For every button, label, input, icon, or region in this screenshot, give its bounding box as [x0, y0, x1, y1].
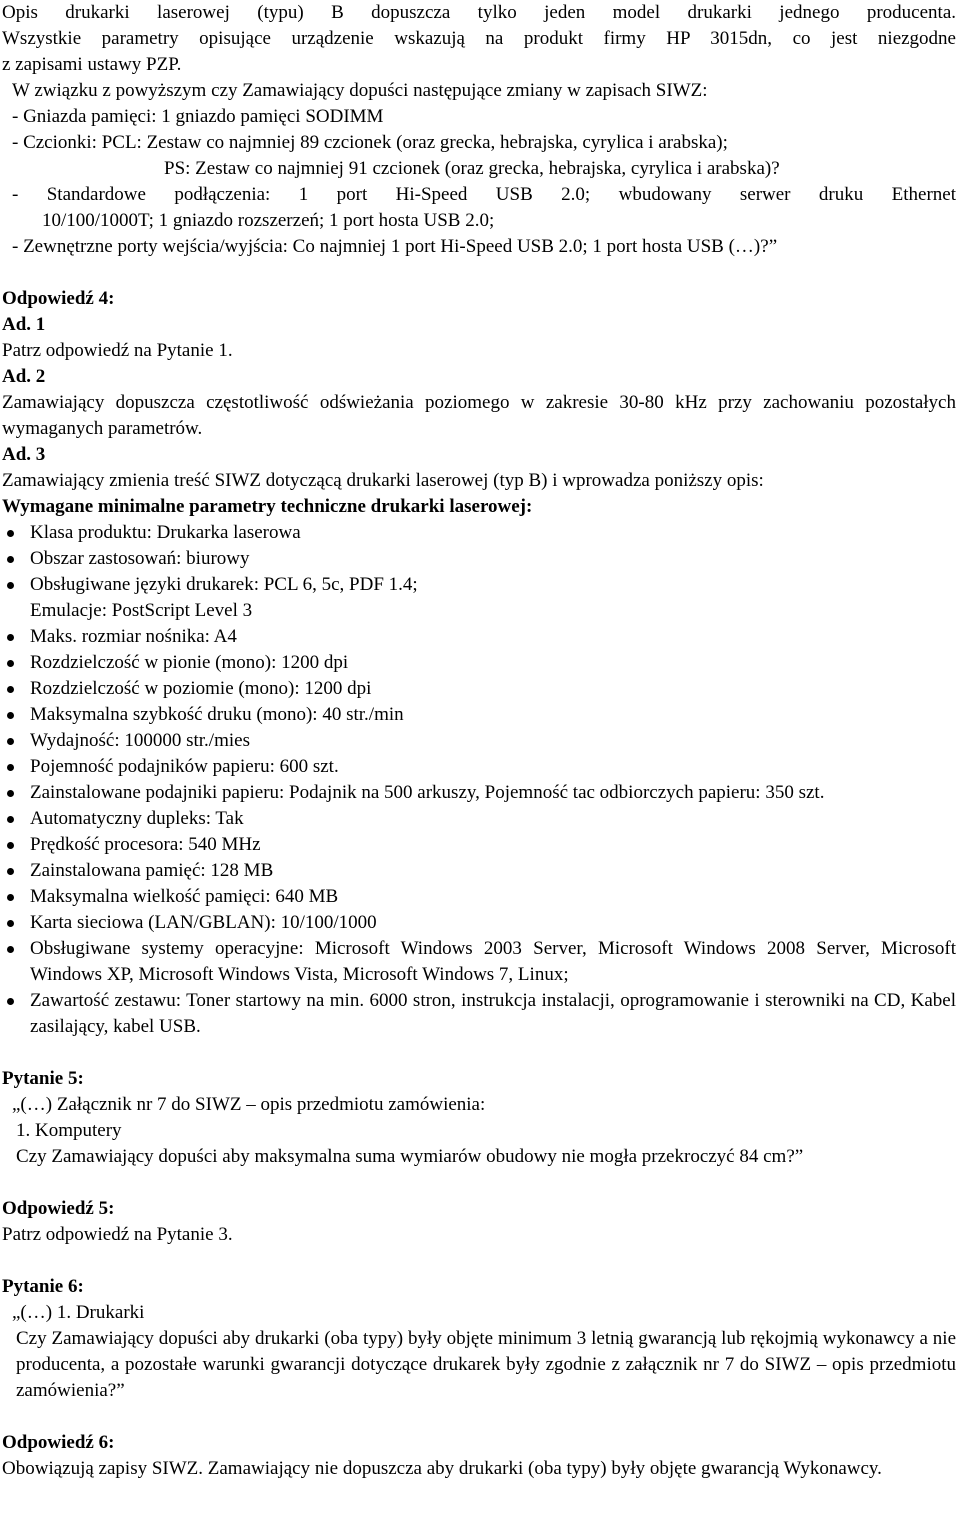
requirements-list: [2, 520, 956, 1040]
list-item: Maksymalna wielkość pamięci: 640 MB: [2, 884, 956, 910]
bullet-icon: [7, 790, 14, 797]
answer4-section: [2, 286, 956, 1040]
intro-line-10: - Zewnętrzne porty wejścia/wyjścia: Co najmniej 1 port Hi-Speed USB 2.0; 1 port hosta USB (…)?”: [12, 236, 778, 257]
list-item: Zainstalowana pamięć: 128 MB: [2, 858, 956, 884]
list-item-continuation: Emulacje: PostScript Level 3: [30, 600, 253, 621]
list-item: Rozdzielczość w poziomie (mono): 1200 dpi: [2, 676, 956, 702]
bullet-icon: [7, 868, 14, 875]
intro-line-7: PS: Zestaw co najmniej 91 czcionek (oraz grecka, hebrajska, cyrylica i arabska)?: [164, 158, 780, 179]
bullet-icon: [7, 920, 14, 927]
list-item: Obszar zastosowań: biurowy: [2, 546, 956, 572]
answer6-section: [2, 1430, 956, 1482]
bullet-icon: [7, 582, 14, 589]
answer6-text: Obowiązują zapisy SIWZ. Zamawiający nie dopuszcza aby drukarki (oba typy) były objęte gwarancją Wykonawcy.: [2, 1458, 882, 1479]
list-item: Maks. rozmiar nośnika: A4: [2, 624, 956, 650]
list-item: Pojemność podajników papieru: 600 szt.: [2, 754, 956, 780]
list-item: Rozdzielczość w pionie (mono): 1200 dpi: [2, 650, 956, 676]
list-item: Karta sieciowa (LAN/GBLAN): 10/100/1000: [2, 910, 956, 936]
question4-continuation: [2, 0, 956, 260]
bullet-icon: [7, 660, 14, 667]
list-item: Zawartość zestawu: Toner startowy na min. 6000 stron, instrukcja instalacji, oprogramowanie i sterowniki na CD, Kabel zasilający, kabel USB.: [2, 988, 956, 1040]
list-item: Maksymalna szybkość druku (mono): 40 str./min: [2, 702, 956, 728]
intro-line-4: W związku z powyższym czy Zamawiający dopuści następujące zmiany w zapisach SIWZ:: [12, 80, 708, 101]
question6-heading: Pytanie 6:: [2, 1276, 84, 1297]
question5-heading: Pytanie 5:: [2, 1068, 84, 1089]
list-item: Obsługiwane systemy operacyjne: Microsoft Windows 2003 Server, Microsoft Windows 2008 Server, Microsoft Windows XP, Microsoft Windows Vista, Microsoft Windows 7, Linux;: [2, 936, 956, 988]
bullet-icon: [7, 712, 14, 719]
list-item: Obsługiwane języki drukarek: PCL 6, 5c, PDF 1.4;: [2, 572, 956, 598]
ad3-text: Zamawiający zmienia treść SIWZ dotyczącą drukarki laserowej (typ B) i wprowadza poniższy opis:: [2, 470, 764, 491]
answer5-section: [2, 1196, 956, 1248]
answer5-text: Patrz odpowiedź na Pytanie 3.: [2, 1224, 233, 1245]
intro-line-8: - Standardowe podłączenia: 1 port Hi-Speed USB 2.0; wbudowany serwer druku Ethernet: [12, 184, 956, 205]
intro-line-2: Wszystkie parametry opisujące urządzenie wskazują na produkt firmy HP 3015dn, co jest niezgodne: [2, 28, 956, 49]
bullet-icon: [7, 998, 14, 1005]
answer5-heading: Odpowiedź 5:: [2, 1198, 115, 1219]
answer4-heading: Odpowiedź 4:: [2, 288, 115, 309]
question6-section: [2, 1274, 956, 1404]
intro-line-6: - Czcionki: PCL: Zestaw co najmniej 89 czcionek (oraz grecka, hebrajska, cyrylica i arabska);: [12, 132, 728, 153]
ad1-label: Ad. 1: [2, 314, 46, 335]
question5-line-3: Czy Zamawiający dopuści aby maksymalna suma wymiarów obudowy nie mogła przekroczyć 84 cm?”: [16, 1146, 804, 1167]
list-item: Klasa produktu: Drukarka laserowa: [2, 520, 956, 546]
bullet-icon: [7, 842, 14, 849]
list-item: Zainstalowane podajniki papieru: Podajnik na 500 arkuszy, Pojemność tac odbiorczych papieru: 350 szt.: [2, 780, 956, 806]
intro-line-9: 10/100/1000T; 1 gniazdo rozszerzeń; 1 port hosta USB 2.0;: [42, 210, 495, 231]
question6-text: Czy Zamawiający dopuści aby drukarki (oba typy) były objęte minimum 3 letnią gwarancją lub rękojmią wykonawcy a nie producenta, a pozostałe warunki gwarancji dotyczące drukarek były zgodnie z załącznik nr 7 do SIWZ – opis przedmiotu zamówienia?”: [16, 1328, 956, 1401]
bullet-icon: [7, 634, 14, 641]
question5-line-1: „(…) Załącznik nr 7 do SIWZ – opis przedmiotu zamówienia:: [12, 1094, 486, 1115]
bullet-icon: [7, 764, 14, 771]
list-item: Prędkość procesora: 540 MHz: [2, 832, 956, 858]
bullet-icon: [7, 816, 14, 823]
ad1-text: Patrz odpowiedź na Pytanie 1.: [2, 340, 233, 361]
ad2-label: Ad. 2: [2, 366, 46, 387]
ad2-text: Zamawiający dopuszcza częstotliwość odświeżania poziomego w zakresie 30-80 kHz przy zachowaniu pozostałych wymaganych parametrów.: [2, 392, 956, 439]
intro-line-3: z zapisami ustawy PZP.: [2, 54, 182, 75]
question6-line-1: „(…) 1. Drukarki: [12, 1302, 145, 1323]
intro-line-5: - Gniazda pamięci: 1 gniazdo pamięci SODIMM: [12, 106, 384, 127]
ad3-label: Ad. 3: [2, 444, 46, 465]
bullet-icon: [7, 946, 14, 953]
answer6-heading: Odpowiedź 6:: [2, 1432, 115, 1453]
bullet-icon: [7, 686, 14, 693]
bullet-icon: [7, 530, 14, 537]
requirements-title: Wymagane minimalne parametry techniczne drukarki laserowej:: [2, 496, 533, 517]
question5-line-2: 1. Komputery: [16, 1120, 122, 1141]
intro-line-1: Opis drukarki laserowej (typu) B dopuszcza tylko jeden model drukarki jednego producenta.: [2, 2, 956, 23]
bullet-icon: [7, 556, 14, 563]
list-item: Automatyczny dupleks: Tak: [2, 806, 956, 832]
list-item: Wydajność: 100000 str./mies: [2, 728, 956, 754]
bullet-icon: [7, 738, 14, 745]
bullet-icon: [7, 894, 14, 901]
question5-section: [2, 1066, 956, 1170]
